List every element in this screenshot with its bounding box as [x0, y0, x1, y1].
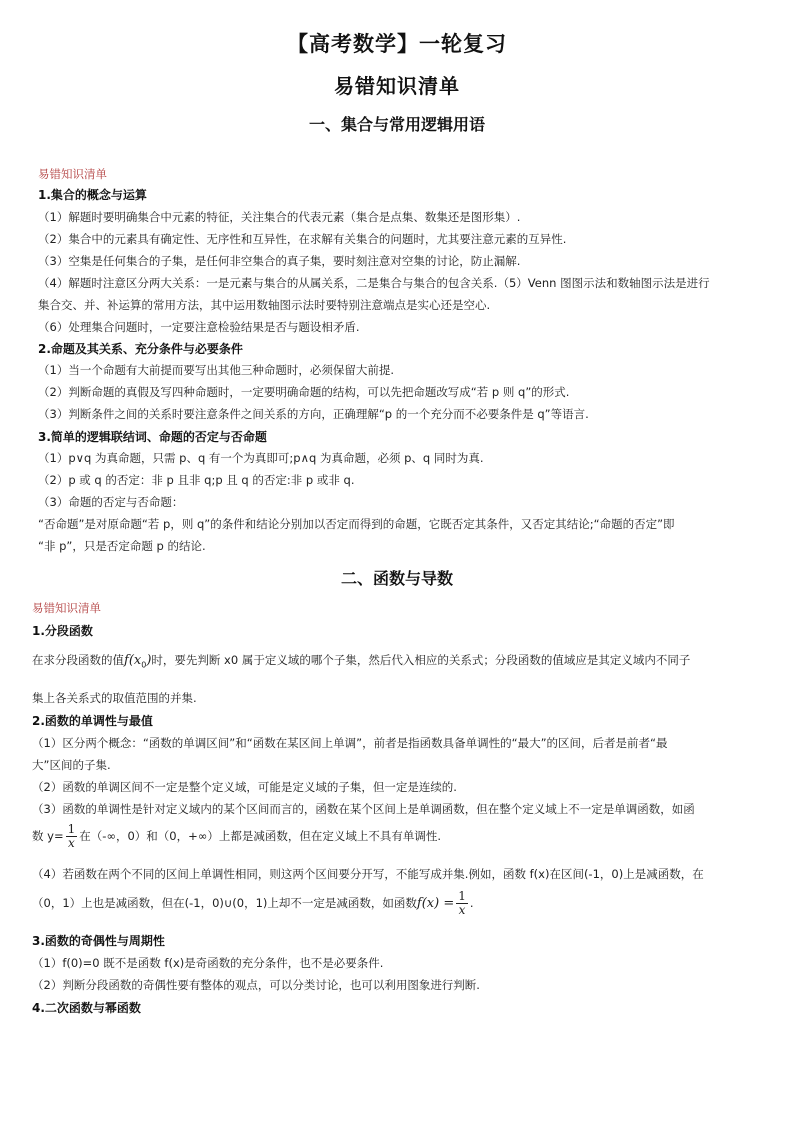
section2-line	[32, 823, 441, 850]
section1-line: （3）判断条件之间的关系时要注意条件之间关系的方向，正确理解“p 的一个充分而不必要条件是 q”等语言.	[38, 407, 589, 421]
document-subtitle: 易错知识清单	[334, 74, 460, 98]
section1-line: （4）解题时注意区分两大关系：一是元素与集合的从属关系，二是集合与集合的包含关系.（5）Venn 图图示法和数轴图示法是进行	[38, 276, 710, 290]
section1-line: 集合交、并、补运算的常用方法，其中运用数轴图示法时要特别注意端点是实心还是空心.	[38, 298, 491, 312]
section2-tag: 易错知识清单	[32, 601, 101, 615]
section1-line: （6）处理集合问题时，一定要注意检验结果是否与题设相矛盾.	[38, 320, 360, 334]
section2-heading: 二、函数与导数	[340, 569, 453, 588]
section1-tag: 易错知识清单	[38, 167, 107, 181]
section1-line: （1）当一个命题有大前提而要写出其他三种命题时，必须保留大前提.	[38, 363, 394, 377]
section1-line: （1）p∨q 为真命题，只需 p、q 有一个为真即可;p∧q 为真命题，必须 p、q 同时为真.	[38, 451, 484, 465]
document-title: 【高考数学】一轮复习	[287, 32, 507, 56]
section2-line: （2）判断分段函数的奇偶性要有整体的观点，可以分类讨论，也可以利用图象进行判断.	[32, 978, 480, 992]
text-fragment: 在（-∞，0）和（0，+∞）上都是减函数，但在定义域上不具有单调性.	[79, 829, 441, 843]
section1-line: （2）p 或 q 的否定：非 p 且非 q;p 且 q 的否定:非 p 或非 q.	[38, 473, 355, 487]
math-f: f	[124, 653, 129, 668]
section1-line: “非 p”，只是否定命题 p 的结论.	[38, 539, 206, 553]
text-fragment: .	[469, 896, 474, 910]
section2-subheading-4: 4.二次函数与幂函数	[32, 1001, 141, 1015]
section2-subheading-1: 1.分段函数	[32, 624, 93, 638]
fraction-numerator: 1	[458, 889, 466, 903]
fraction	[456, 890, 468, 917]
math-fx: f(x) =	[416, 896, 455, 911]
text-fragment: （0，1）上也是减函数，但在(-1，0)∪(0，1)上却不一定是减函数，如函数	[32, 896, 417, 910]
section1-line: （3）空集是任何集合的子集，是任何非空集合的真子集，要时刻注意对空集的讨论，防止漏解.	[38, 254, 521, 268]
fraction-denominator: x	[68, 836, 75, 850]
math-x: x	[133, 653, 142, 668]
fraction	[66, 823, 78, 850]
section2-line	[32, 652, 690, 669]
section2-line: （1）区分两个概念：“函数的单调区间”和“函数在某区间上单调”，前者是指函数具备单调性的“最大”的区间，后者是前者“最	[32, 736, 668, 750]
section2-line: （4）若函数在两个不同的区间上单调性相同，则这两个区间要分开写，不能写成并集.例如，函数 f(x)在区间(-1，0)上是减函数，在	[32, 867, 704, 881]
section2-line: （3）函数的单调性是针对定义域内的某个区间而言的，函数在某个区间上是单调函数，但在整个定义域上不一定是单调函数，如函	[32, 802, 695, 816]
section2-line: 集上各关系式的取值范围的并集.	[32, 691, 197, 705]
section2-subheading-3: 3.函数的奇偶性与周期性	[32, 934, 165, 948]
section1-subheading-2: 2.命题及其关系、充分条件与必要条件	[38, 342, 243, 356]
section1-line: （2）集合中的元素具有确定性、无序性和互异性，在求解有关集合的问题时，尤其要注意元素的互异性.	[38, 232, 567, 246]
math-paren-close: )	[146, 653, 152, 668]
section1-line: （3）命题的否定与否命题：	[38, 495, 184, 509]
text-fragment: 时，要先判断 x0 属于定义域的哪个子集，然后代入相应的关系式；分段函数的值域应是其定义域内不同子	[151, 653, 691, 667]
section1-heading: 一、集合与常用逻辑用语	[308, 115, 485, 134]
text-fragment: 数 y=	[32, 829, 64, 843]
fraction-numerator: 1	[67, 822, 76, 836]
section1-line: （2）判断命题的真假及写四种命题时，一定要明确命题的结构，可以先把命题改写成“若 p 则 q”的形式.	[38, 385, 570, 399]
section1-subheading-3: 3.简单的逻辑联结词、命题的否定与否命题	[38, 430, 267, 444]
section2-line: 大”区间的子集.	[32, 758, 111, 772]
section1-subheading-1: 1.集合的概念与运算	[38, 188, 147, 202]
math-subscript: 0	[141, 660, 147, 670]
section2-line	[32, 890, 474, 917]
math-paren-open: (	[128, 653, 134, 668]
section2-subheading-2: 2.函数的单调性与最值	[32, 714, 153, 728]
fraction-denominator: x	[458, 903, 466, 917]
text-fragment: 在求分段函数的值	[32, 653, 124, 667]
section2-line: （1）f(0)=0 既不是函数 f(x)是奇函数的充分条件，也不是必要条件.	[32, 956, 384, 970]
section1-line: “否命题”是对原命题“若 p，则 q”的条件和结论分别加以否定而得到的命题，它既否定其条件，又否定其结论;“命题的否定”即	[38, 517, 675, 531]
section1-line: （1）解题时要明确集合中元素的特征，关注集合的代表元素（集合是点集、数集还是图形集）.	[38, 210, 521, 224]
section2-line: （2）函数的单调区间不一定是整个定义域，可能是定义域的子集，但一定是连续的.	[32, 780, 457, 794]
